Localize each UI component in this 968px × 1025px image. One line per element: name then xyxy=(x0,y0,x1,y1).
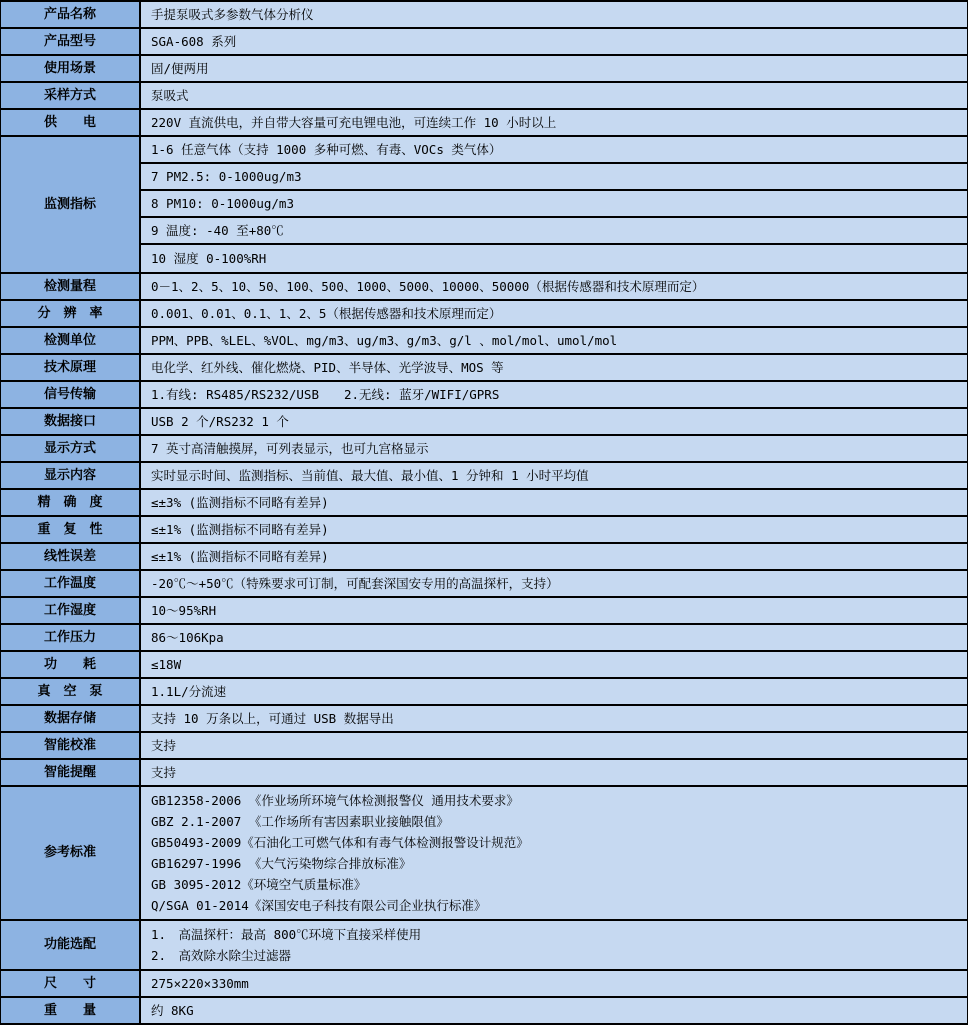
table-row xyxy=(1,652,967,679)
row-value: ≤±1% (监测指标不同略有差异) xyxy=(141,544,967,569)
row-value xyxy=(141,137,967,272)
row-value: 86～106Kpa xyxy=(141,625,967,650)
row-label: 数据存储 xyxy=(1,706,141,731)
row-value: 0.001、0.01、0.1、1、2、5（根据传感器和技术原理而定） xyxy=(141,301,967,326)
row-value: -20℃～+50℃（特殊要求可订制，可配套深国安专用的高温探杆，支持） xyxy=(141,571,967,596)
row-value: 275×220×330mm xyxy=(141,971,967,996)
table-row xyxy=(1,463,967,490)
row-label: 产品名称 xyxy=(1,2,141,27)
row-label: 重 量 xyxy=(1,998,141,1023)
row-value xyxy=(141,921,967,969)
table-row xyxy=(1,137,967,274)
table-row xyxy=(1,436,967,463)
table-row xyxy=(1,625,967,652)
table-row xyxy=(1,382,967,409)
row-value: 1.有线: RS485/RS232/USB 2.无线: 蓝牙/WIFI/GPRS xyxy=(141,382,967,407)
sub-row: 7 PM2.5: 0-1000ug/m3 xyxy=(141,164,967,191)
row-label: 供 电 xyxy=(1,110,141,135)
table-row xyxy=(1,2,967,29)
table-row xyxy=(1,679,967,706)
row-value: 220V 直流供电，并自带大容量可充电锂电池，可连续工作 10 小时以上 xyxy=(141,110,967,135)
row-label: 产品型号 xyxy=(1,29,141,54)
text-line: GBZ 2.1-2007 《工作场所有害因素职业接触限值》 xyxy=(151,814,449,829)
sub-row: 8 PM10: 0-1000ug/m3 xyxy=(141,191,967,218)
row-value: ≤±3% (监测指标不同略有差异) xyxy=(141,490,967,515)
table-row xyxy=(1,110,967,137)
table-row xyxy=(1,517,967,544)
sub-row: 9 温度: -40 至+80℃ xyxy=(141,218,967,245)
row-value: 支持 10 万条以上，可通过 USB 数据导出 xyxy=(141,706,967,731)
table-row xyxy=(1,787,967,921)
row-label: 真 空 泵 xyxy=(1,679,141,704)
table-row xyxy=(1,733,967,760)
table-row xyxy=(1,706,967,733)
row-label: 数据接口 xyxy=(1,409,141,434)
row-label: 技术原理 xyxy=(1,355,141,380)
row-value: 电化学、红外线、催化燃烧、PID、半导体、光学波导、MOS 等 xyxy=(141,355,967,380)
row-value: PPM、PPB、%LEL、%VOL、mg/m3、ug/m3、g/m3、g/l 、mol/mol、umol/mol xyxy=(141,328,967,353)
row-value: 实时显示时间、监测指标、当前值、最大值、最小值、1 分钟和 1 小时平均值 xyxy=(141,463,967,488)
table-row xyxy=(1,490,967,517)
row-value: 手提泵吸式多参数气体分析仪 xyxy=(141,2,967,27)
row-label: 显示内容 xyxy=(1,463,141,488)
row-value: 泵吸式 xyxy=(141,83,967,108)
table-row xyxy=(1,274,967,301)
row-value: 7 英寸高清触摸屏，可列表显示，也可九宫格显示 xyxy=(141,436,967,461)
row-value xyxy=(141,787,967,919)
row-label: 使用场景 xyxy=(1,56,141,81)
row-label: 工作温度 xyxy=(1,571,141,596)
text-line: GB 3095-2012《环境空气质量标准》 xyxy=(151,877,367,892)
sub-row: 10 湿度 0-100%RH xyxy=(151,250,267,266)
text-line: GB16297-1996 《大气污染物综合排放标准》 xyxy=(151,856,412,871)
row-label: 参考标准 xyxy=(1,787,141,919)
row-value: USB 2 个/RS232 1 个 xyxy=(141,409,967,434)
row-label: 信号传输 xyxy=(1,382,141,407)
row-value: ≤18W xyxy=(141,652,967,677)
row-label: 精 确 度 xyxy=(1,490,141,515)
row-value: 支持 xyxy=(141,760,967,785)
row-label: 工作压力 xyxy=(1,625,141,650)
table-row xyxy=(1,998,967,1025)
table-row xyxy=(1,328,967,355)
row-label: 线性误差 xyxy=(1,544,141,569)
table-row xyxy=(1,921,967,971)
table-row xyxy=(1,571,967,598)
table-row xyxy=(1,83,967,110)
row-value: 10～95%RH xyxy=(141,598,967,623)
row-label: 显示方式 xyxy=(1,436,141,461)
text-line: GB12358-2006 《作业场所环境气体检测报警仪 通用技术要求》 xyxy=(151,793,519,808)
row-label: 监测指标 xyxy=(1,137,141,272)
row-label: 采样方式 xyxy=(1,83,141,108)
row-label: 功 耗 xyxy=(1,652,141,677)
table-row xyxy=(1,760,967,787)
row-value: 固/便两用 xyxy=(141,56,967,81)
table-row xyxy=(1,56,967,83)
row-value: SGA-608 系列 xyxy=(141,29,967,54)
row-label: 工作湿度 xyxy=(1,598,141,623)
row-label: 智能校准 xyxy=(1,733,141,758)
text-line: 1. 高温探杆：最高 800℃环境下直接采样使用 xyxy=(151,927,422,942)
table-row xyxy=(1,355,967,382)
text-line: 2. 高效除水除尘过滤器 xyxy=(151,948,292,963)
table-row xyxy=(1,29,967,56)
row-label: 重 复 性 xyxy=(1,517,141,542)
sub-row: 1-6 任意气体（支持 1000 多种可燃、有毒、VOCs 类气体） xyxy=(141,137,967,164)
row-value: 支持 xyxy=(141,733,967,758)
row-value: 约 8KG xyxy=(141,998,967,1023)
table-row xyxy=(1,544,967,571)
table-row xyxy=(1,598,967,625)
row-value: 0－1、2、5、10、50、100、500、1000、5000、10000、50000（根据传感器和技术原理而定） xyxy=(141,274,967,299)
row-value: 1.1L/分流速 xyxy=(141,679,967,704)
text-line: Q/SGA 01-2014《深国安电子科技有限公司企业执行标准》 xyxy=(151,898,487,913)
row-value: ≤±1% (监测指标不同略有差异) xyxy=(141,517,967,542)
row-label: 智能提醒 xyxy=(1,760,141,785)
row-label: 尺 寸 xyxy=(1,971,141,996)
row-label: 检测量程 xyxy=(1,274,141,299)
text-line: GB50493-2009《石油化工可燃气体和有毒气体检测报警设计规范》 xyxy=(151,835,529,850)
row-label: 检测单位 xyxy=(1,328,141,353)
row-label: 功能选配 xyxy=(1,921,141,969)
table-row xyxy=(1,409,967,436)
table-row xyxy=(1,971,967,998)
table-row xyxy=(1,301,967,328)
row-label: 分 辨 率 xyxy=(1,301,141,326)
